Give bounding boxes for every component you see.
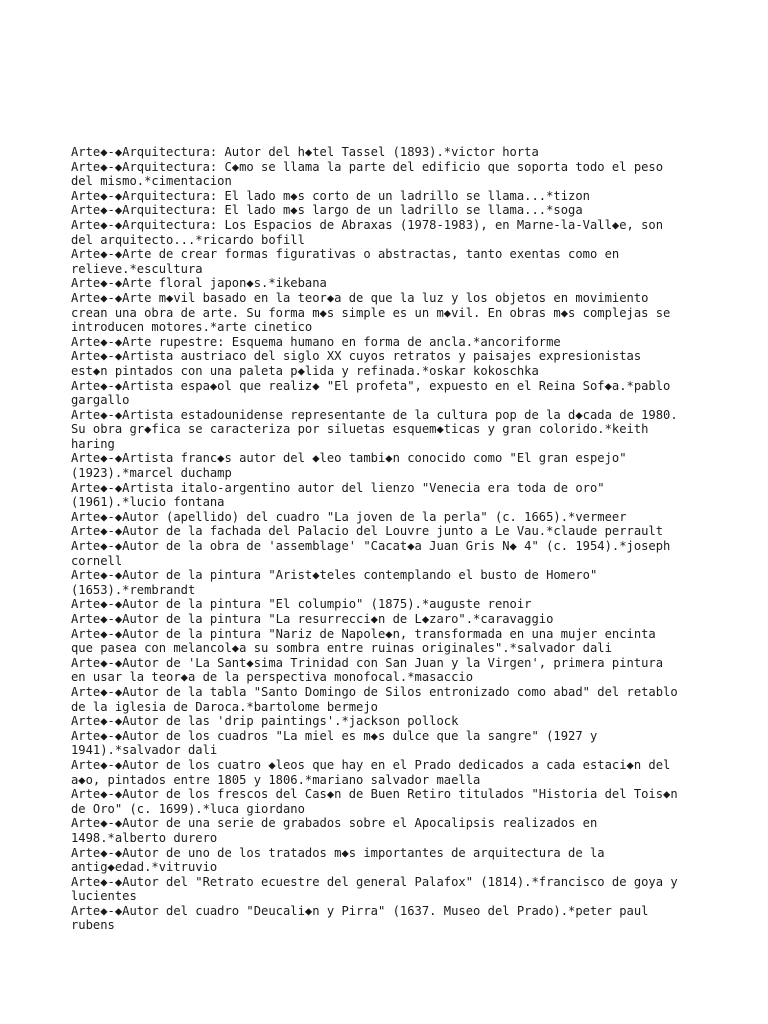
text-line: cornell	[71, 553, 123, 568]
text-line: Arte◆-◆Autor de los frescos del Cas◆n de Buen Retiro titulados "Historia del Tois◆n	[71, 787, 678, 802]
text-line: Arte◆-◆Autor de la pintura "Nariz de Napole◆n, transformada en una mujer encinta	[71, 626, 656, 641]
text-line: Arte◆-◆Autor de 'La Sant◆sima Trinidad con San Juan y la Virgen', primera pintura	[71, 655, 664, 670]
text-line: crean una obra de arte. Su forma m◆s simple es un m◆vil. En obras m◆s complejas se	[71, 305, 671, 320]
text-line: Arte◆-◆Autor del cuadro "Deucali◆n y Pirra" (1637. Museo del Prado).*peter paul	[71, 903, 649, 918]
text-line: relieve.*escultura	[71, 261, 203, 276]
text-line: Arte◆-◆Autor de la pintura "La resurrecci◆n de L◆zaro".*caravaggio	[71, 612, 554, 626]
text-line: Arte◆-◆Autor de una serie de grabados sobre el Apocalipsis realizados en	[71, 816, 598, 831]
text-line: est◆n pintados con una paleta p◆lida y refinada.*oskar kokoschka	[71, 363, 539, 378]
text-line: Arte◆-◆Arte m◆vil basado en la teor◆a de que la luz y los objetos en movimiento	[71, 290, 649, 305]
text-line: Arte◆-◆Autor de la tabla "Santo Domingo de Silos entronizado como abad" del retablo	[71, 684, 678, 699]
text-line: Arte◆-◆Autor de la pintura "El columpio" (1875).*auguste renoir	[71, 597, 532, 612]
text-line: Arte◆-◆Autor de los cuadros "La miel es m◆s dulce que la sangre" (1927 y	[71, 728, 598, 743]
text-line: Arte◆-◆Autor de los cuatro ◆leos que hay en el Prado dedicados a cada estaci◆n del	[71, 757, 671, 772]
text-line: de la iglesia de Daroca.*bartolome bermejo	[71, 699, 378, 714]
text-line: Arte◆-◆Autor (apellido) del cuadro "La joven de la perla" (c. 1665).*vermeer	[71, 509, 627, 524]
text-line: Arte◆-◆Arquitectura: El lado m◆s corto de un ladrillo se llama...*tizon	[71, 188, 590, 203]
text-line: del arquitecto...*ricardo bofill	[71, 232, 305, 247]
text-line: Su obra gr◆fica se caracteriza por siluetas esquem◆ticas y gran colorido.*keith	[71, 422, 649, 437]
document-text	[71, 145, 711, 933]
text-line: del mismo.*cimentacion	[71, 174, 232, 189]
text-line: Arte◆-◆Arquitectura: Los Espacios de Abraxas (1978-1983), en Marne-la-Vall◆e, son	[71, 217, 664, 232]
text-line: Arte◆-◆Arte floral japon◆s.*ikebana	[71, 276, 327, 291]
text-line: Arte◆-◆Arte de crear formas figurativas o abstractas, tanto exentas como en	[71, 247, 620, 262]
text-line: rubens	[71, 918, 115, 933]
text-line: Arte◆-◆Autor de la obra de 'assemblage' "Cacat◆a Juan Gris N◆ 4" (c. 1954).*joseph	[71, 539, 671, 554]
text-line: (1923).*marcel duchamp	[71, 466, 232, 481]
text-line: Arte◆-◆Artista espa◆ol que realiz◆ "El profeta", expuesto en el Reina Sof◆a.*pablo	[71, 378, 671, 393]
text-line: haring	[71, 436, 115, 451]
text-line: 1941).*salvador dali	[71, 743, 218, 758]
text-line: Arte◆-◆Artista franc◆s autor del ◆leo tambi◆n conocido como "El gran espejo"	[71, 451, 627, 466]
text-line: Arte◆-◆Autor de la pintura "Arist◆teles contemplando el busto de Homero"	[71, 568, 598, 583]
text-line: Arte◆-◆Artista estadounidense representante de la cultura pop de la d◆cada de 1980.	[71, 407, 678, 422]
text-line: (1961).*lucio fontana	[71, 495, 225, 510]
text-line: (1653).*rembrandt	[71, 582, 196, 597]
text-line: que pasea con melancol◆a su sombra entre ruinas originales".*salvador dali	[71, 641, 612, 656]
text-line: lucientes	[71, 889, 137, 904]
text-line: Arte◆-◆Autor de la fachada del Palacio del Louvre junto a Le Vau.*claude perrault	[71, 524, 664, 539]
text-line: Arte◆-◆Arquitectura: El lado m◆s largo de un ladrillo se llama...*soga	[71, 203, 583, 218]
text-line: Arte◆-◆Arte rupestre: Esquema humano en forma de ancla.*ancoriforme	[71, 334, 561, 349]
text-line: Arte◆-◆Arquitectura: C◆mo se llama la parte del edificio que soporta todo el peso	[71, 159, 664, 174]
text-line: a◆o, pintados entre 1805 y 1806.*mariano salvador maella	[71, 772, 481, 787]
text-line: introducen motores.*arte cinetico	[71, 320, 313, 335]
text-line: Arte◆-◆Autor de las 'drip paintings'.*jackson pollock	[71, 714, 459, 729]
text-line: Arte◆-◆Artista italo-argentino autor del lienzo "Venecia era toda de oro"	[71, 480, 605, 495]
text-line: Arte◆-◆Arquitectura: Autor del h◆tel Tassel (1893).*victor horta	[71, 145, 539, 159]
text-line: en usar la teor◆a de la perspectiva monofocal.*masaccio	[71, 670, 474, 685]
text-line: Arte◆-◆Autor del "Retrato ecuestre del general Palafox" (1814).*francisco de goya y	[71, 874, 678, 889]
text-line: Arte◆-◆Artista austriaco del siglo XX cuyos retratos y paisajes expresionistas	[71, 349, 642, 364]
text-line: antig◆edad.*vitruvio	[71, 860, 218, 875]
text-line: de Oro" (c. 1699).*luca giordano	[71, 801, 305, 816]
text-line: 1498.*alberto durero	[71, 830, 218, 845]
text-line: gargallo	[71, 393, 130, 408]
text-line: Arte◆-◆Autor de uno de los tratados m◆s importantes de arquitectura de la	[71, 845, 605, 860]
